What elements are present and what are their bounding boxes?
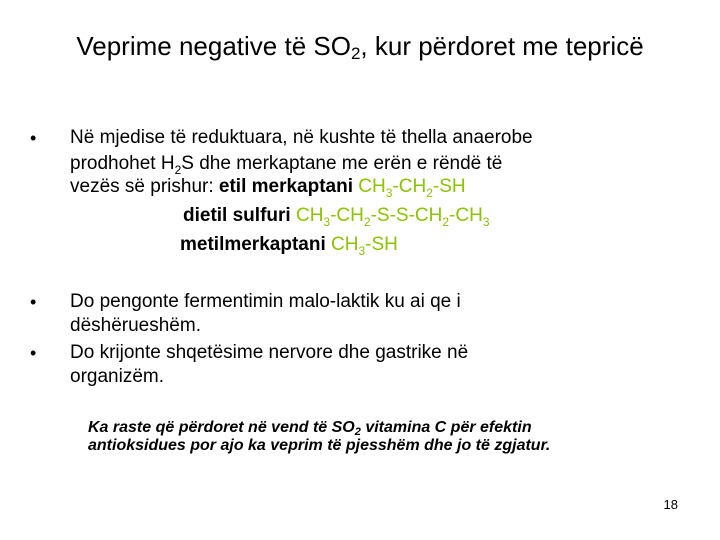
bullet-3-marker: • xyxy=(30,343,37,363)
bullet-3-line-2: organizëm. xyxy=(70,366,164,387)
formula-subscript: 3 xyxy=(482,215,490,229)
title-text-end: , kur përdoret me tepricë xyxy=(360,31,644,61)
bullet-2-line-1: Do pengonte fermentimin malo-laktik ku ai qe i xyxy=(70,291,461,312)
bullet-2-line-2: dëshërueshëm. xyxy=(70,315,201,336)
page-number: 18 xyxy=(663,497,678,512)
formula-subscript: 2 xyxy=(442,215,450,229)
footnote xyxy=(88,419,550,455)
bullet-2-marker: • xyxy=(30,292,37,312)
footnote-line-1 xyxy=(88,419,550,437)
bullet-1-line-3 xyxy=(70,176,466,200)
compound-name: etil merkaptani xyxy=(218,176,354,197)
formula-1 xyxy=(358,176,466,200)
bullet-1-line-1: Në mjedise të reduktuara, në kushte të thella anaerobe xyxy=(70,127,533,148)
bullet-1-line-4 xyxy=(183,205,490,229)
formula-subscript: 3 xyxy=(385,186,393,200)
formula-text: -CH xyxy=(330,205,364,226)
formula-text: -S-S-CH xyxy=(370,205,443,226)
formula-text: CH xyxy=(295,205,324,226)
formula-2 xyxy=(295,205,490,229)
slide-title xyxy=(40,30,680,62)
formula-text: CH xyxy=(358,176,386,197)
title-text: Veprime negative të SO xyxy=(76,31,351,61)
text-segment: prodhohet H xyxy=(70,153,175,174)
text-segment: Ka raste që përdoret në vend të SO xyxy=(88,419,355,436)
text-segment: vitamina C për efektin xyxy=(360,419,532,436)
formula-text: CH xyxy=(331,234,359,255)
formula-text: -SH xyxy=(365,234,398,255)
text-segment: S dhe merkaptane me erën e rëndë të xyxy=(181,153,503,174)
formula-text: -CH xyxy=(392,176,427,197)
title-subscript: 2 xyxy=(350,44,361,63)
footnote-line-2: antioksidues por ajo ka veprim të pjesshëm dhe jo të zgjatur. xyxy=(88,437,551,454)
formula-subscript: 2 xyxy=(426,186,433,200)
bullet-1-line-5 xyxy=(180,234,398,258)
formula-3 xyxy=(331,234,398,258)
formula-subscript: 2 xyxy=(363,215,371,229)
bullet-1-line-2 xyxy=(70,153,503,177)
formula-subscript: 3 xyxy=(323,215,331,229)
formula-text: -CH xyxy=(449,205,483,226)
compound-name: metilmerkaptani xyxy=(180,234,326,255)
bullet-1-marker: • xyxy=(30,128,37,148)
subscript: 2 xyxy=(354,426,361,438)
formula-text: -SH xyxy=(432,176,466,197)
subscript: 2 xyxy=(174,163,182,177)
bullet-3-line-1: Do krijonte shqetësime nervore dhe gastrike në xyxy=(70,342,469,363)
text-segment: vezës së prishur: xyxy=(70,176,214,197)
compound-name: dietil sulfuri xyxy=(183,205,291,226)
formula-subscript: 3 xyxy=(358,244,366,258)
